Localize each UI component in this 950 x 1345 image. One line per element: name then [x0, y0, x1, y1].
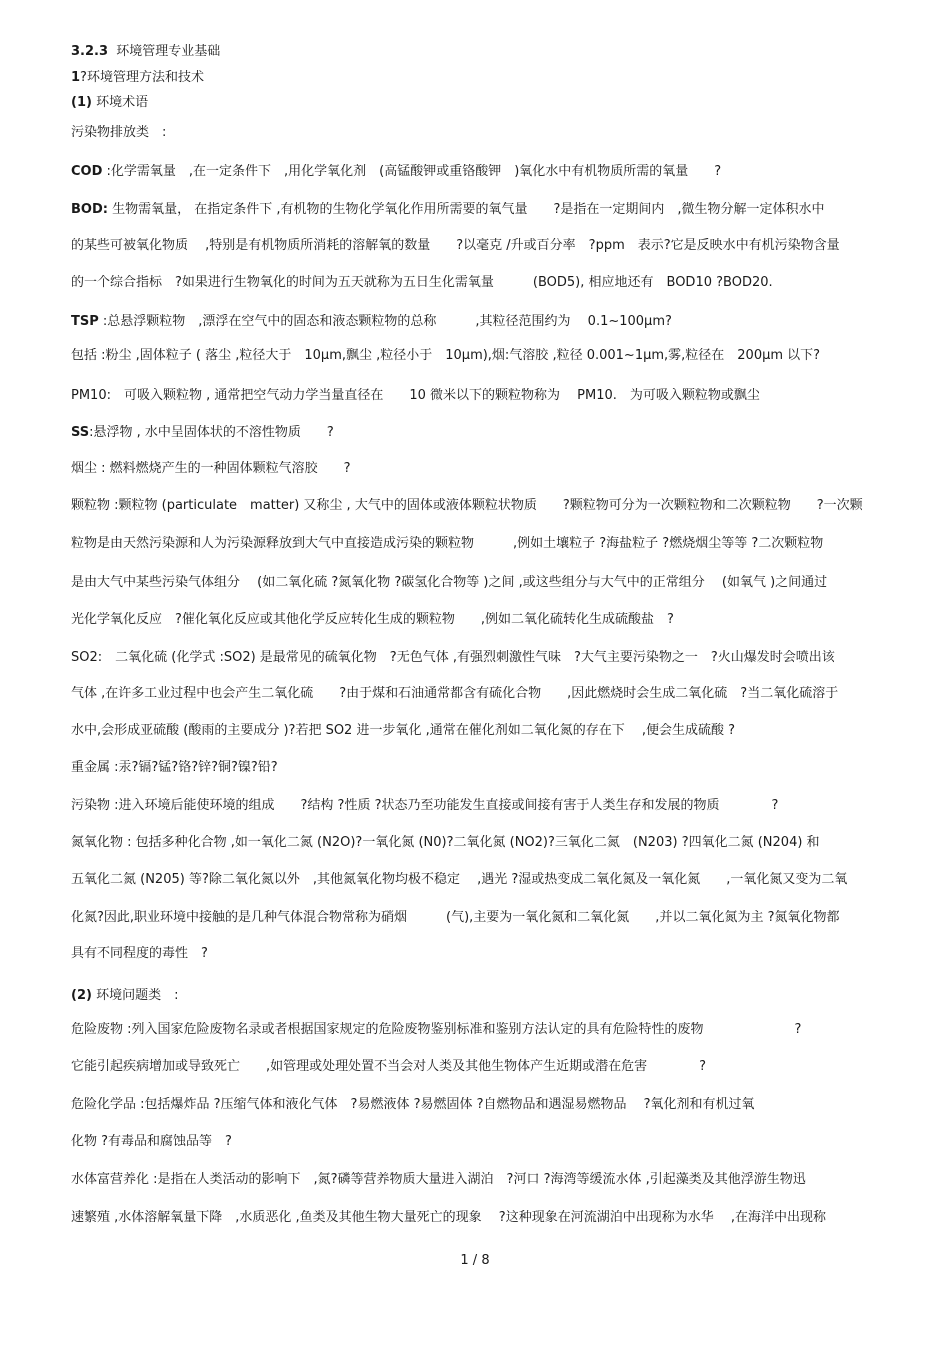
line-text: 危险化学品 :包括爆炸品 ?压缩气体和液化气体 ?易燃液体 ?易燃固体 ?自燃物品和遇湿易燃物品 ?氧化剂和有机过氧 — [71, 1097, 755, 1112]
text-line — [71, 425, 901, 441]
text-line — [71, 164, 901, 180]
text-line — [71, 760, 901, 776]
line-text: 水中,会形成亚硫酸 (酸雨的主要成分 )?若把 SO2 进一步氧化 ,通常在催化剂如二氧化氮的存在下 ,便会生成硫酸 ? — [71, 723, 736, 738]
subsection-title: ?环境管理方法和技术 — [80, 70, 204, 85]
text-line — [71, 1059, 901, 1075]
subsection-heading — [71, 70, 901, 86]
line-text: :悬浮物 , 水中呈固体状的不溶性物质 ? — [89, 425, 334, 440]
text-line — [71, 498, 901, 514]
line-text: 是由大气中某些污染气体组分 (如二氧化硫 ?氮氧化物 ?碳氢化合物等 )之间 ,或这些组分与大气中的正常组分 (如氧气 )之间通过 — [71, 575, 828, 590]
line-text: 五氧化二氮 (N205) 等?除二氧化氮以外 ,其他氮氧化物均极不稳定 ,遇光 ?湿或热变成二氧化氮及一氧化氮 ,一氧化氮又变为二氧 — [71, 872, 848, 887]
line-text: 速繁殖 ,水体溶解氧量下降 ,水质恶化 ,鱼类及其他生物大量死亡的现象 ?这种现象在河流湖泊中出现称为水华 ,在海洋中出现称 — [71, 1210, 826, 1225]
line-text: 的一个综合指标 ?如果进行生物氧化的时间为五天就称为五日生化需氧量 (BOD5), 相应地还有 BOD10 ?BOD20. — [71, 275, 773, 290]
section-heading — [71, 44, 901, 60]
line-text: 化物 ?有毒品和腐蚀品等 ? — [71, 1134, 232, 1149]
text-line — [71, 650, 901, 666]
line-text: 光化学氧化反应 ?催化氧化反应或其他化学反应转化生成的颗粒物 ,例如二氧化硫转化生成硫酸盐 ? — [71, 612, 674, 627]
term-label: BOD: — [71, 202, 108, 217]
text-line — [71, 1097, 901, 1113]
text-line — [71, 536, 901, 552]
section-number: 3.2.3 — [71, 44, 109, 59]
text-line — [71, 575, 901, 591]
line-text: 生物需氧量， 在指定条件下 ,有机物的生物化学氧化作用所需要的氧气量 ?是指在一定期间内 ,微生物分解一定体积水中 — [107, 202, 825, 217]
line-text: 水体富营养化 :是指在人类活动的影响下 ,氮?磷等营养物质大量进入湖泊 ?河口 ?海湾等缓流水体 ,引起藻类及其他浮游生物迅 — [71, 1172, 806, 1187]
text-line — [71, 1134, 901, 1150]
line-text: :化学需氧量 ,在一定条件下 ,用化学氧化剂 (高锰酸钾或重铬酸钾 )氧化水中有机物质所需的氧量 ? — [102, 164, 722, 179]
line-text: PM10: 可吸入颗粒物 , 通常把空气动力学当量直径在 10 微米以下的颗粒物称为 PM10. 为可吸入颗粒物或飘尘 — [71, 388, 760, 403]
line-text: 它能引起疾病增加或导致死亡 ,如管理或处理处置不当会对人类及其他生物体产生近期或潜在危害 ? — [71, 1059, 707, 1074]
line-text: 颗粒物 :颗粒物 (particulate matter) 又称尘 , 大气中的固体或液体颗粒状物质 ?颗粒物可分为一次颗粒物和二次颗粒物 ?一次颗 — [71, 498, 863, 513]
line-text: 危险废物 :列入国家危险废物名录或者根据国家规定的危险废物鉴别标准和鉴别方法认定的具有危险特性的废物 ? — [71, 1022, 802, 1037]
line-text: 气体 ,在许多工业过程中也会产生二氧化硫 ?由于煤和石油通常都含有硫化合物 ,因此燃烧时会生成二氧化硫 ?当二氧化硫溶于 — [71, 686, 839, 701]
term-label: SS — [71, 425, 90, 440]
text-line — [71, 686, 901, 702]
term-label: (2) — [71, 988, 92, 1003]
line-text: 的某些可被氧化物质 ,特别是有机物质所消耗的溶解氧的数量 ?以毫克 /升或百分率 ?ppm 表示?它是反映水中有机污染物含量 — [71, 238, 840, 253]
text-line — [71, 348, 901, 364]
text-line — [71, 1022, 901, 1038]
subsubsection-title: 环境术语 — [96, 95, 149, 110]
page-number: 1 / 8 — [460, 1253, 490, 1268]
text-line — [71, 1210, 901, 1226]
text-line — [71, 461, 901, 477]
text-line — [71, 1172, 901, 1188]
subsubsection-heading — [71, 95, 901, 111]
line-text: 烟尘 : 燃料燃烧产生的一种固体颗粒气溶胶 ? — [71, 461, 351, 476]
text-line — [71, 946, 901, 962]
line-text: 包括 :粉尘 ,固体粒子 ( 落尘 ,粒径大于 10μm,飘尘 ,粒径小于 10μm),烟:气溶胶 ,粒径 0.001~1μm,雾,粒径在 200μm 以下? — [71, 348, 821, 363]
line-text: 具有不同程度的毒性 ? — [71, 946, 208, 961]
text-line — [71, 275, 901, 291]
text-line — [71, 835, 901, 851]
text-line — [71, 910, 901, 926]
category-label: 污染物排放类 : — [71, 125, 167, 140]
term-label: TSP — [71, 314, 99, 329]
text-line — [71, 388, 901, 404]
text-line — [71, 988, 901, 1004]
text-line — [71, 202, 901, 218]
subsection-number: 1 — [71, 70, 81, 85]
text-line — [71, 238, 901, 254]
text-line — [71, 612, 901, 628]
line-text: SO2: 二氧化硫 (化学式 :SO2) 是最常见的硫氧化物 ?无色气体 ,有强烈刺激性气味 ?大气主要污染物之一 ?火山爆发时会喷出该 — [71, 650, 835, 665]
line-text: 污染物 :进入环境后能使环境的组成 ?结构 ?性质 ?状态乃至功能发生直接或间接有害于人类生存和发展的物质 ? — [71, 798, 779, 813]
text-line — [71, 798, 901, 814]
line-text: :总悬浮颗粒物 ,漂浮在空气中的固态和液态颗粒物的总称 ,其粒径范围约为 0.1~100μm? — [98, 314, 672, 329]
section-title: 环境管理专业基础 — [116, 44, 221, 59]
line-text: 重金属 :汞?镉?锰?铬?锌?铜?镍?铅? — [71, 760, 278, 775]
line-text: 化氮?因此,职业环境中接触的是几种气体混合物常称为硝烟 (气),主要为一氧化氮和二氧化氮 ,并以二氧化氮为主 ?氮氧化物都 — [71, 910, 840, 925]
text-line — [71, 723, 901, 739]
line-text: 粒物是由天然污染源和人为污染源释放到大气中直接造成污染的颗粒物 ,例如土壤粒子 ?海盐粒子 ?燃烧烟尘等等 ?二次颗粒物 — [71, 536, 824, 551]
line-text: 环境问题类 : — [91, 988, 179, 1003]
subsubsection-number: (1) — [71, 95, 92, 110]
line-text: 氮氧化物 : 包括多种化合物 ,如一氧化二氮 (N2O)?一氧化氮 (N0)?二氧化氮 (NO2)?三氧化二氮 (N203) ?四氧化二氮 (N204) 和 — [71, 835, 820, 850]
text-line — [71, 872, 901, 888]
term-label: COD — [71, 164, 103, 179]
text-line — [71, 314, 901, 330]
